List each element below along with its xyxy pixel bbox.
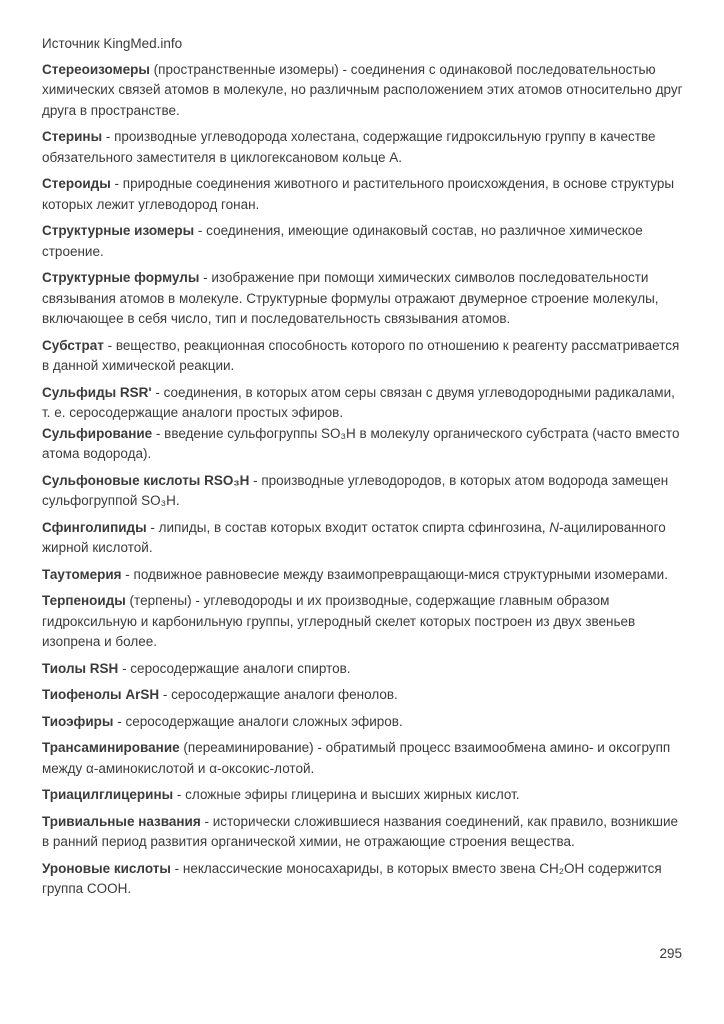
definition-segment: - сложные эфиры глицерина и высших жирных кислот. bbox=[173, 787, 520, 802]
definition-segment: - обратимый процесс взаимообмена амино- и оксогрупп между α-аминокислотой и α-оксокис-лотой. bbox=[42, 740, 671, 776]
glossary-entry bbox=[42, 383, 683, 424]
entry-term: Тривиальные названия bbox=[42, 813, 201, 829]
glossary-entry bbox=[42, 591, 683, 653]
entry-term: Тиолы RSH bbox=[42, 660, 119, 676]
definition-segment: -ацилированного жирной кислотой. bbox=[42, 519, 666, 555]
entry-term: Стероиды bbox=[42, 176, 111, 191]
definition-segment: - вещество, реакционная способность которого по отношению к реагенту рассматривается в данной химической реакции. bbox=[42, 337, 680, 373]
definition-segment: - производные углеводорода холестана, содержащие гидроксильную группу в качестве обязательного заместителя в циклогексановом кольце А. bbox=[42, 129, 656, 165]
entry-definition bbox=[42, 176, 674, 212]
entry-definition bbox=[122, 567, 668, 582]
entry-term: Сульфирование bbox=[42, 425, 153, 441]
entry-term: Сульфиды RSR' bbox=[42, 384, 152, 400]
entry-term: Уроновые кислоты bbox=[42, 860, 171, 876]
definition-segment: - соединения с одинаковой последовательностью химических связей атомов в молекуле, но различным расположением этих атомов относительно друг друга в пространстве. bbox=[42, 61, 683, 118]
glossary-entry bbox=[42, 785, 683, 806]
definition-segment: - соединения, имеющие одинаковый состав, но различное химическое строение. bbox=[42, 223, 643, 259]
entry-term: Триацилглицерины bbox=[42, 787, 174, 802]
entry-definition bbox=[113, 714, 402, 729]
glossary-entry bbox=[42, 174, 683, 215]
entry-term-suffix: (пространственные изомеры) bbox=[149, 61, 339, 77]
entry-term: Стерины bbox=[42, 129, 103, 144]
definition-segment: - изображение при помощи химических символов последовательности связывания атомов в молекуле. Структурные формулы отражают двумерное строение молекулы, включающее в себя число, тип и последовательность связывания атомов. bbox=[42, 270, 659, 326]
glossary-entry bbox=[42, 127, 683, 168]
entry-definition bbox=[42, 129, 656, 165]
entry-term: Сфинголипиды bbox=[42, 519, 147, 535]
entry-term: Структурные формулы bbox=[42, 270, 200, 285]
entry-term: Тиоэфиры bbox=[42, 713, 114, 729]
source-label: Источник KingMed.info bbox=[42, 36, 183, 51]
glossary-entry bbox=[42, 859, 683, 900]
definition-segment: - исторически сложившиеся названия соединений, как правило, возникшие в ранний период развития органической химии, не отражающие строения вещества. bbox=[42, 813, 679, 849]
glossary-entry bbox=[42, 518, 683, 559]
entry-term: Сульфоновые кислоты RSO₃H bbox=[42, 472, 250, 488]
definition-segment: - природные соединения животного и растительного происхождения, в основе структуры которых лежит углеводород гонан. bbox=[42, 176, 675, 212]
definition-segment: - серосодержащие аналоги сложных эфиров. bbox=[113, 713, 403, 729]
glossary-list bbox=[42, 60, 683, 900]
definition-segment: - липиды, в состав которых входит остаток спирта сфингозина, bbox=[146, 519, 550, 535]
entry-term: Структурные изомеры bbox=[42, 223, 195, 238]
entry-definition bbox=[159, 687, 398, 702]
glossary-entry bbox=[42, 60, 683, 122]
definition-segment: - подвижное равновесие между взаимопревращающи-мися структурными изомерами. bbox=[121, 566, 668, 582]
definition-segment: - введение сульфогруппы SO₃H в молекулу органического субстрата (часто вместо атома водорода). bbox=[42, 425, 680, 461]
glossary-entry bbox=[42, 268, 683, 330]
definition-italic-segment: N bbox=[549, 519, 559, 535]
definition-segment: - соединения, в которых атом серы связан с двумя углеводородными радикалами, т. е. серосодержащие аналоги простых эфиров. bbox=[42, 384, 675, 420]
definition-segment: - серосодержащие аналоги спиртов. bbox=[118, 660, 351, 676]
entry-definition bbox=[42, 338, 679, 374]
glossary-entry bbox=[42, 738, 683, 779]
entry-term-suffix: (переаминирование) bbox=[179, 740, 314, 755]
definition-segment: - углеводороды и их производные, содержащие главным образом гидроксильную и карбонильную группы, углеродный скелет которых построен из двух звеньев изопрена и более. bbox=[42, 593, 636, 649]
glossary-entry bbox=[42, 712, 683, 733]
entry-term: Стереоизомеры bbox=[42, 61, 150, 77]
entry-term: Субстрат bbox=[42, 337, 104, 353]
entry-term: Терпеноиды bbox=[42, 593, 126, 608]
entry-definition bbox=[173, 787, 519, 802]
page-number: 295 bbox=[659, 946, 682, 961]
entry-term: Тиофенолы ArSH bbox=[42, 687, 160, 702]
definition-segment: - серосодержащие аналоги фенолов. bbox=[159, 687, 398, 702]
glossary-entry bbox=[42, 565, 683, 586]
entry-term: Трансаминирование bbox=[42, 740, 180, 755]
entry-term-suffix: (терпены) bbox=[125, 593, 192, 608]
glossary-entry bbox=[42, 221, 683, 262]
glossary-entry bbox=[42, 336, 683, 377]
glossary-entry bbox=[42, 812, 683, 853]
entry-term: Таутомерия bbox=[42, 566, 122, 582]
definition-segment: - производные углеводородов, в которых атом водорода замещен сульфогруппой SO₃H. bbox=[42, 472, 669, 508]
glossary-entry bbox=[42, 424, 683, 465]
glossary-entry bbox=[42, 471, 683, 512]
definition-segment: - неклассические моносахариды, в которых вместо звена CH₂OH содержится группа COOH. bbox=[42, 860, 662, 896]
glossary-entry bbox=[42, 685, 683, 706]
glossary-entry bbox=[42, 659, 683, 680]
entry-definition bbox=[118, 661, 350, 676]
